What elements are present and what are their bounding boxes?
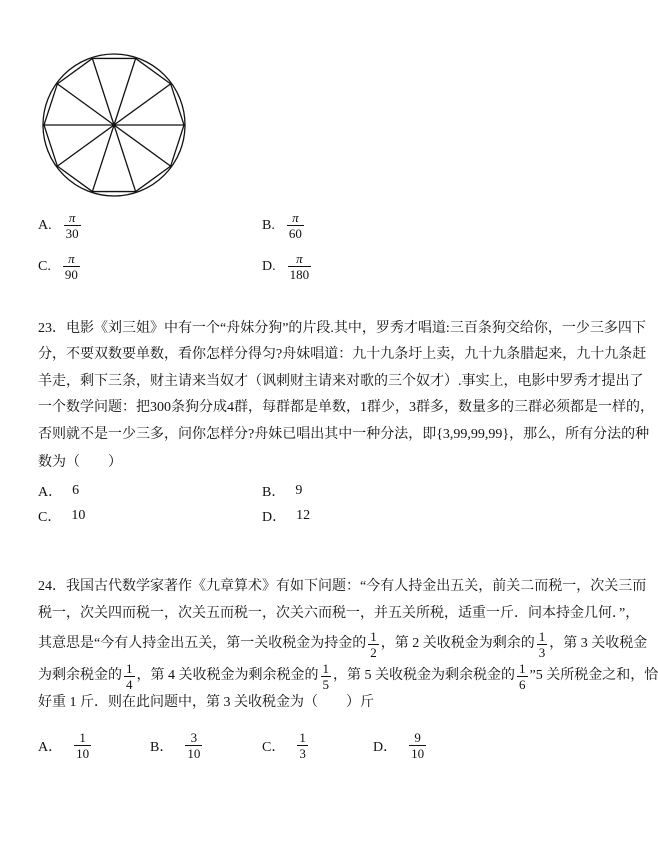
denominator: 90 (64, 267, 78, 282)
q24-text-line: 好重 1 斤．则在此问题中，第 3 关收税金为（ ）斤 (38, 695, 374, 710)
numerator: 3 (190, 730, 198, 745)
option-value: 12 (296, 508, 311, 523)
option-value: 9 (295, 483, 303, 498)
numerator: 1 (519, 660, 526, 676)
numerator: 9 (414, 730, 421, 745)
numerator: π (68, 210, 76, 225)
q24-option-d[interactable] (373, 730, 428, 761)
q22-option-d[interactable] (262, 251, 313, 282)
option-label: D. (262, 258, 276, 274)
radius-line (114, 58, 136, 125)
q24-option-b[interactable] (150, 730, 204, 761)
denominator: 30 (65, 226, 79, 241)
q23-text-line: 羊走，剩下三条，财主请来当奴才（讽刺财主请来对歌的三个奴才）.事实上，电影中罗秀才提出了 (38, 374, 644, 389)
q24-text-line: 24．我国古代数学家著作《九章算术》有如下问题：“今有人持金出五关，前关二而税一，次关三而 (38, 579, 647, 594)
q23-option-c[interactable] (38, 506, 85, 526)
q22-option-c[interactable] (38, 251, 82, 282)
option-value: 10 (71, 508, 86, 523)
option-value: 6 (72, 483, 80, 498)
numerator: 1 (299, 730, 306, 745)
q23-text-line: 分，不要双数要单数，看你怎样分得匀?舟妹唱道：九十九条圩上卖，九十九条腊起来，九十九条赶 (38, 347, 647, 362)
center-point (112, 123, 116, 127)
denominator: 3 (299, 746, 306, 761)
fraction (517, 661, 528, 692)
q23-option-d[interactable] (262, 506, 310, 526)
text: ，第 5 关收税金为剩余税金的 (333, 668, 515, 683)
option-label: B． (262, 485, 286, 500)
option-label: A． (38, 739, 63, 755)
text: 为剩余税金的 (38, 668, 122, 683)
option-label: D． (373, 739, 398, 755)
denominator: 180 (289, 267, 310, 282)
text: ，第 3 关收税金 (549, 636, 648, 651)
denominator: 4 (126, 676, 133, 692)
text: ”5 关所税金之和，恰 (529, 668, 658, 683)
option-label: B． (150, 739, 174, 755)
numerator: 1 (79, 730, 86, 745)
denominator: 60 (288, 226, 302, 241)
q24-option-c[interactable] (262, 730, 310, 761)
radius-line (57, 84, 114, 125)
text: ，第 2 关收税金为剩余的 (380, 636, 535, 651)
denominator: 10 (411, 746, 425, 761)
option-label: B. (262, 217, 275, 233)
numerator: 1 (538, 628, 546, 644)
option-label: A． (38, 485, 63, 500)
numerator: 1 (322, 660, 329, 676)
radius-line (92, 125, 114, 192)
denominator: 6 (519, 676, 526, 692)
denominator: 3 (538, 644, 546, 660)
q23-text-line: 23．电影《刘三姐》中有一个“舟妹分狗”的片段.其中，罗秀才唱道:三百条狗交给你，一少三多四下 (38, 321, 646, 336)
radius-line (114, 125, 136, 192)
option-label: A. (38, 217, 52, 233)
denominator: 2 (370, 644, 377, 660)
text: ，第 4 关收税金为剩余税金的 (136, 668, 319, 683)
radius-line (57, 125, 114, 166)
q23-option-a[interactable] (38, 481, 79, 501)
radius-line (114, 84, 171, 125)
numerator: 1 (126, 660, 133, 676)
denominator: 10 (187, 746, 201, 761)
q23-option-b[interactable] (262, 481, 302, 501)
radius-line (92, 58, 114, 125)
option-label: C. (38, 258, 51, 274)
text: 其意思是“今有人持金出五关，第一关收税金为持金的 (38, 636, 367, 651)
fraction (321, 661, 332, 692)
radius-line (114, 125, 171, 166)
numerator: π (68, 251, 75, 266)
option-label: C． (38, 510, 62, 525)
q23-text-line: 一个数学问题：把300条狗分成4群，每群都是单数，1群少，3群多，数量多的三群必须都是一样的， (38, 400, 654, 415)
denominator: 5 (322, 676, 329, 692)
q23-text-line: 否则就不是一少三多，问你怎样分?舟妹已唱出其中一种分法，即{3,99,99,99}，那么，所有分法的种 (38, 427, 650, 442)
option-label: C． (262, 739, 286, 755)
denominator: 10 (76, 746, 90, 761)
q24-text-line (38, 627, 648, 661)
q24-text-line (38, 659, 658, 693)
q22-option-b[interactable] (262, 210, 306, 241)
option-label: D． (262, 510, 287, 525)
numerator: π (292, 210, 299, 225)
q23-text-line: 数为（ ） (38, 455, 122, 470)
q22-option-a[interactable] (38, 210, 83, 241)
q24-option-a[interactable] (38, 730, 93, 761)
fraction (124, 661, 135, 692)
fraction (368, 629, 379, 660)
numerator: π (296, 251, 303, 266)
fraction (537, 629, 548, 660)
q24-text-line: 税一，次关四而税一，次关五而税一，次关六而税一，并五关所税，适重一斤．问本持金几何．”， (38, 606, 640, 621)
numerator: 1 (370, 628, 377, 644)
